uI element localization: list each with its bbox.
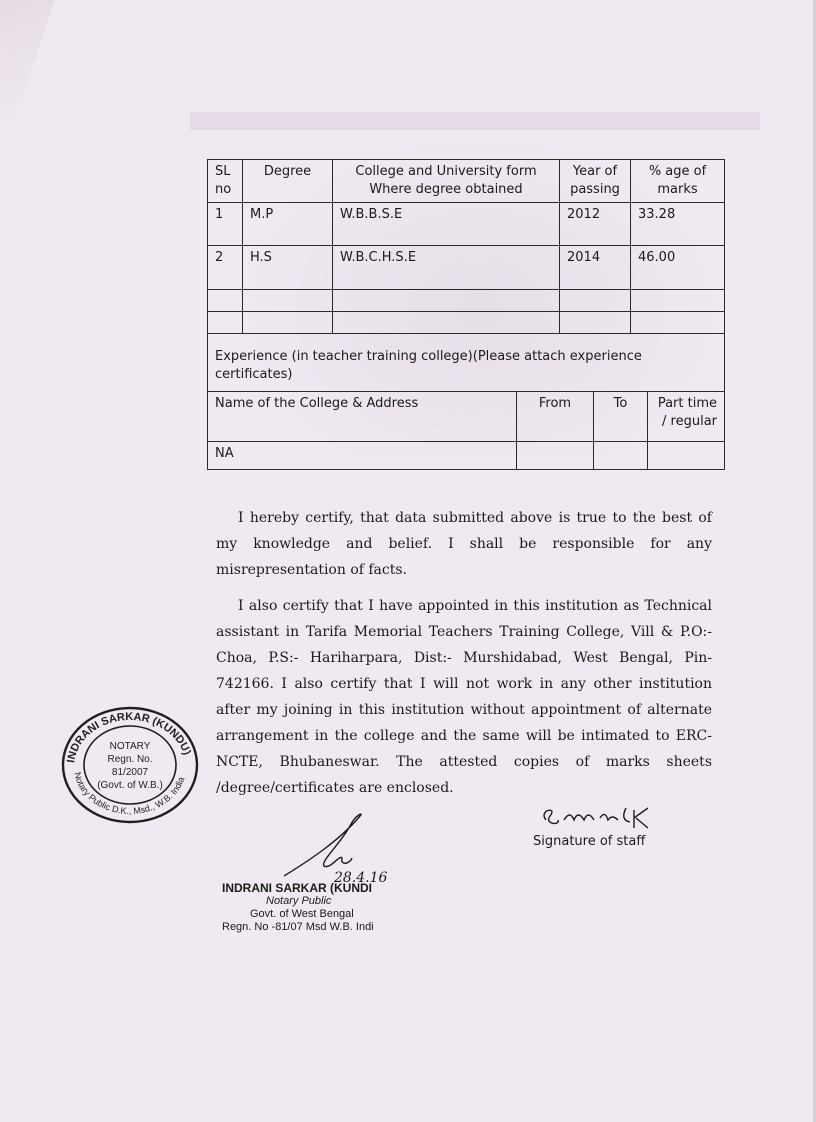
table-row <box>208 246 725 290</box>
experience-heading-row <box>208 334 725 392</box>
header-from: From <box>517 392 594 442</box>
cell-degree: H.S <box>243 246 333 290</box>
notary-regn: Regn. No -81/07 Msd W.B. Indi <box>222 921 374 933</box>
header-college: College and University form Where degree obtained <box>333 160 560 203</box>
certification-paragraph-1: I hereby certify, that data submitted above is true to the best of my knowledge and belief. I shall be responsible for any misrepresentation of facts. <box>216 510 712 578</box>
notary-title: Notary Public <box>266 895 332 907</box>
cell-sl: 2 <box>208 246 243 290</box>
header-college-address: Name of the College & Address <box>208 392 517 442</box>
notary-signature-scribble <box>280 810 400 886</box>
qualification-table <box>207 159 725 392</box>
table-header-row <box>208 160 725 203</box>
notary-seal-stamp <box>60 705 200 825</box>
table-row <box>208 203 725 246</box>
table-row <box>208 442 725 470</box>
header-marks: % age of marks <box>631 160 725 203</box>
notary-block <box>222 882 374 934</box>
svg-text:Regn. No.: Regn. No. <box>107 754 153 765</box>
experience-header-row <box>208 392 725 442</box>
certification-paragraph-2: I also certify that I have appointed in this institution as Technical assistant in Tarifa Memorial Teachers Training College, Vill & P.O:- Choa, P.S:- Hariharpara, Dist:- Murshidabad, West Bengal, Pin- 742166. I also certify that I will not work in any other institution after my joining in this institution without appointment of alternate arrangement in the college and the same will be intimated to ERC-NCTE, Bhubaneswar. The attested copies of marks sheets /degree/certificates are enclosed. <box>216 598 712 796</box>
cell-college: W.B.B.S.E <box>333 203 560 246</box>
cell-year: 2014 <box>560 246 631 290</box>
header-part-time: Part time / regular <box>648 392 725 442</box>
notary-name: INDRANI SARKAR (KUNDI <box>222 881 372 895</box>
cell-year: 2012 <box>560 203 631 246</box>
svg-text:NOTARY: NOTARY <box>109 741 151 752</box>
cell-college: NA <box>208 442 517 470</box>
svg-text:INDRANI SARKAR (KUNDU): INDRANI SARKAR (KUNDU) <box>65 710 193 764</box>
staff-signature-scribble <box>536 800 656 836</box>
header-to: To <box>594 392 648 442</box>
header-degree: Degree <box>243 160 333 203</box>
svg-text:(Govt. of W.B.): (Govt. of W.B.) <box>97 780 163 791</box>
cell-college: W.B.C.H.S.E <box>333 246 560 290</box>
cell-to <box>594 442 648 470</box>
cell-sl: 1 <box>208 203 243 246</box>
folded-page-corner <box>0 0 60 170</box>
experience-table <box>207 391 725 470</box>
cell-from <box>517 442 594 470</box>
table-row-empty <box>208 312 725 334</box>
cell-marks: 33.28 <box>631 203 725 246</box>
header-year: Year of passing <box>560 160 631 203</box>
svg-text:28.4.16: 28.4.16 <box>334 870 388 886</box>
svg-text:81/2007: 81/2007 <box>111 767 149 778</box>
cell-marks: 46.00 <box>631 246 725 290</box>
signature-of-staff-label: Signature of staff <box>533 834 646 849</box>
experience-heading: Experience (in teacher training college)(Please attach experience certificates) <box>208 334 725 392</box>
notary-govt: Govt. of West Bengal <box>250 908 354 920</box>
header-sl: SL no <box>208 160 243 203</box>
table-row-empty <box>208 290 725 312</box>
svg-text:Notary Public D.K., Msd., W.B.: Notary Public D.K., Msd., W.B. India <box>72 771 187 817</box>
bleed-through-band <box>190 112 760 130</box>
cell-degree: M.P <box>243 203 333 246</box>
cell-type <box>648 442 725 470</box>
